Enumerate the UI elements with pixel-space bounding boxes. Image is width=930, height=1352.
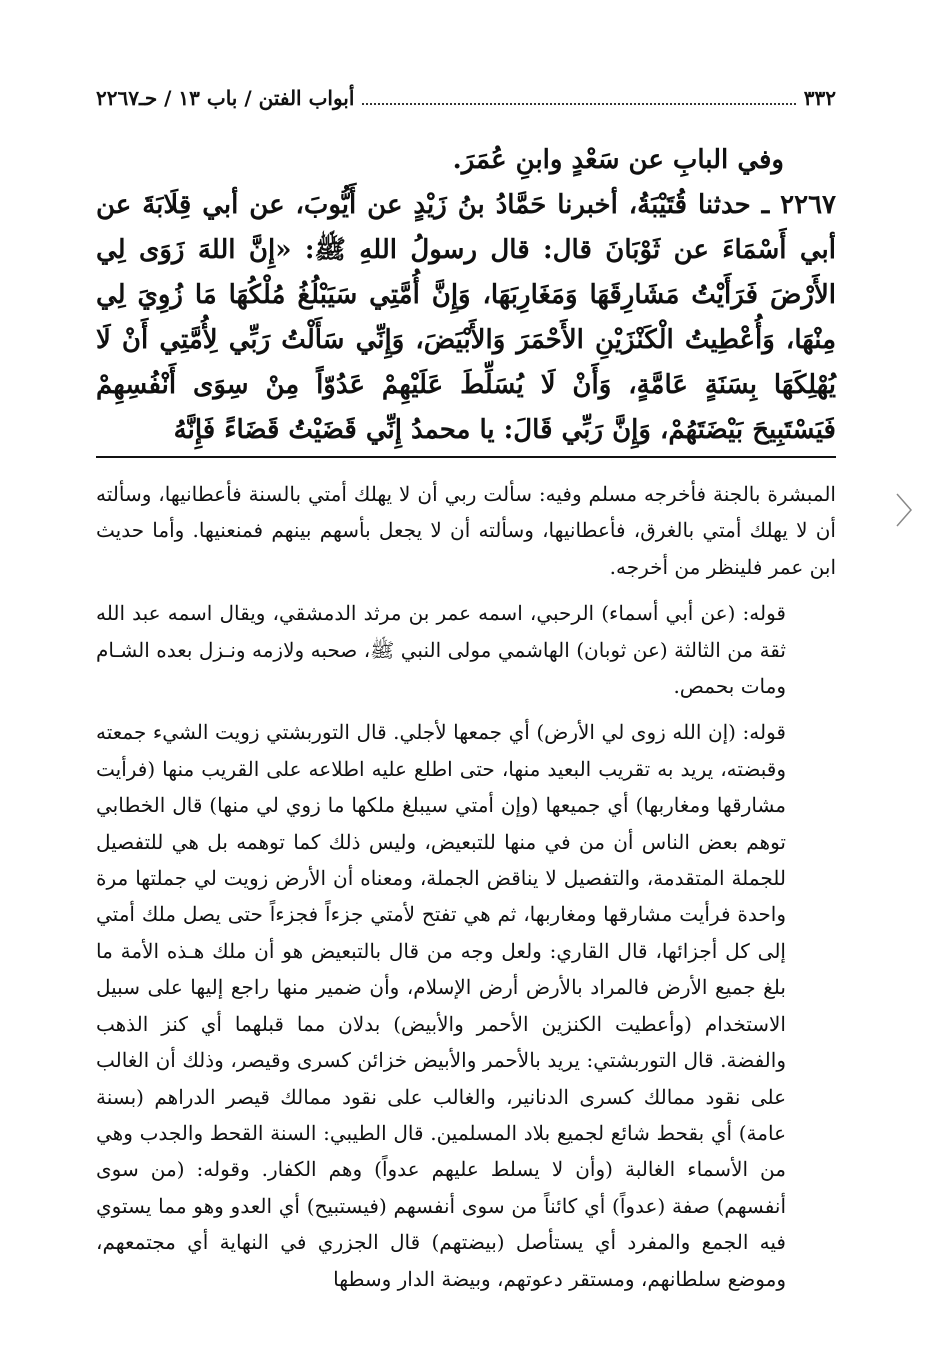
commentary bbox=[96, 476, 836, 1307]
commentary-paragraph-1: المبشرة بالجنة فأخرجه مسلم وفيه: سألت ربي أن لا يهلك أمتي بالسنة فأعطانيها، وسألته أن لا يهلك أمتي بالغرق، فأعطانيها، وسألته أن لا يجعل بأسهم بينهم فمنعنيها. وأما حديث ابن عمر فلينظر من أخرجه. bbox=[96, 482, 836, 579]
footnote-divider bbox=[96, 456, 836, 458]
page-header bbox=[96, 86, 836, 116]
dotted-leader bbox=[362, 103, 795, 105]
running-title: أبواب الفتن / باب ١٣ / حـ٢٢٦٧ bbox=[96, 86, 355, 110]
page-number: ٣٣٢ bbox=[803, 86, 836, 110]
commentary-paragraph-2: قوله: (عن أبي أسماء) الرحبي، اسمه عمر بن مرثد الدمشقي، ويقال اسمه عبد الله ثقة من الثالثة (عن ثوبان) الهاشمي مولى النبي ﷺ، صحبه ولازمه ونـزل بعده الشـام ومات بحمص. bbox=[96, 601, 786, 699]
commentary-paragraph-3: قوله: (إن الله زوى لي الأرض) أي جمعها لأجلي. قال التوربشتي زويت الشيء جمعته وقبضته، يريد به تقريب البعيد منها، حتى اطلع عليه اطلاعه على القريب منها (فرأيت مشارقها ومغاربها) أي جميعها (وإن أمتي سيبلغ ملكها ما زوي لي منها) قال الخطابي توهم بعض الناس أن من في منها للتبعيض، وليس ذلك كما توهمه بل هي للتفصيل للجملة المتقدمة، والتفصيل لا يناقض الجملة، ومعناه أن الأرض زويت لي جملتها مرة واحدة فرأيت مشارقها ومغاربها، ثم هي تفتح لأمتي جزءاً فجزءاً حتى يصل ملك أمتي إلى كل أجزائها، قال القاري: ولعل وجه من قال بالتبعيض هو أن ملك هـذه الأمة ما بلغ جميع الأرض فالمراد بالأرض أرض الإسلام، وأن ضمير منها راجع إليها على سبيل الاستخدام (وأعطيت الكنزين الأحمر والأبيض) بدلان مما قبلهما أي كنز الذهب والفضة. قال التوربشتي: يريد بالأحمر والأبيض خزائن كسرى وقيصر، وذلك أن الغالب على نقود ممالك كسرى الدنانير، والغالب على نقود ممالك قيصر الدراهم (بسنة عامة) أي بقحط شائع لجميع بلاد المسلمين. قال الطيبي: السنة القحط والجدب وهي من الأسماء الغالبة (وأن لا يسلط عليهم عدواً) وهم الكفار. وقوله: (من سوى أنفسهم) صفة (عدواً) أي كائناً من سوى أنفسهم (فيستبيح) أي العدو وهو مما يستوي فيه الجمع والمفرد أي يستأصل (بيضتهم) قال الجزري في النهاية أي مجتمعهم، وموضع سلطانهم، ومستقر دعوتهم، وبيضة الدار وسطها bbox=[96, 720, 786, 1291]
chapter-note-line: وفي البابِ عن سَعْدٍ وابنِ عُمَرَ. bbox=[452, 145, 784, 175]
margin-chevron-icon bbox=[893, 490, 915, 530]
hadith-text bbox=[96, 138, 836, 453]
hadith-paragraph: ٢٢٦٧ ـ حدثنا قُتَيْبَةُ، أخبرنا حَمَّادُ بنُ زَيْدٍ عن أَيُّوبَ، عن أبي قِلَابَةَ عن أبي أَسْمَاءَ عن ثَوْبَانَ قال: قال رسولُ اللهِ ﷺ: «إِنَّ اللهَ زَوَى لِي الأَرْضَ فَرَأَيْتُ مَشَارِقَهَا وَمَغَارِبَهَا، وَإِنَّ أُمَّتِي سَيَبْلُغُ مُلْكُهَا مَا زُوِيَ لِي مِنْهَا، وَأُعْطِيتُ الْكَنْزَيْنِ الأَحْمَرَ وَالأَبْيَضَ، وَإِنِّي سَأَلْتُ رَبِّي لِأُمَّتِي أَنْ لَا يُهْلِكَهَا بِسَنَةٍ عَامَّةٍ، وَأَنْ لَا يُسَلِّطَ عَلَيْهِمْ عَدُوّاً مِنْ سِوَى أَنْفُسِهِمْ فَيَسْتَبِيحَ بَيْضَتَهُمْ، وَإِنَّ رَبِّي قَالَ: يا محمدُ إِنِّي قَضَيْتُ قَضَاءً فَإِنَّهُ bbox=[96, 190, 837, 445]
